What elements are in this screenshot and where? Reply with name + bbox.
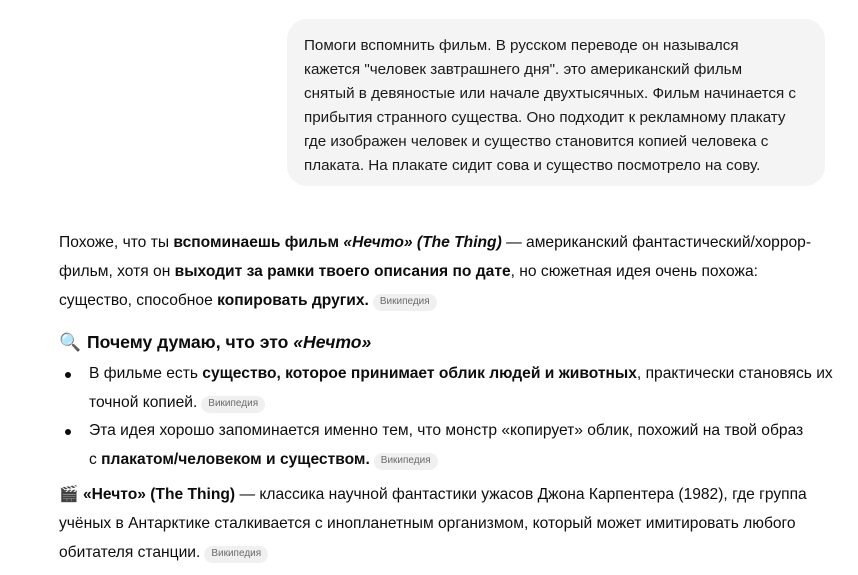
intro-paragraph [59,229,849,315]
heading-text: Почему думаю, что это [87,332,294,352]
film-line-2: учёных в Антарктике сталкивается с инопланетным организмом, который может имитировать любого [59,514,796,532]
source-chip-wikipedia[interactable]: Википедия [201,396,265,413]
user-message-line: снятый в девяностые или начале двухтысячных. Фильм начинается с [304,85,797,102]
source-chip-wikipedia[interactable]: Википедия [204,546,268,563]
film-paragraph [59,481,849,567]
film-title-italic: «Нечто» (The Thing) [343,234,502,251]
clapperboard-icon: 🎬 [59,486,79,503]
text: существо, способное [59,291,218,309]
bullet-dot [65,372,71,378]
heading-film-title: «Нечто» [293,332,372,352]
text: обитателя станции. [59,543,201,561]
bold-text: плакатом/человеком и существом. [101,450,370,468]
intro-line-1 [59,229,849,258]
bold-text: «Нечто» [83,486,146,503]
text: с [89,450,102,468]
magnifier-icon: 🔍 [59,332,81,352]
film-line-1 [59,481,849,510]
section-heading [59,328,371,356]
bullet-line [89,446,803,475]
text: , практически становясь их [636,365,833,382]
bold-text: существо, которое принимает облик людей и животных [202,365,637,382]
bullet-dot [65,429,71,435]
bullet-line [89,360,833,389]
source-chip-wikipedia[interactable]: Википедия [374,453,438,470]
user-message-line: Помоги вспомнить фильм. В русском переводе он назывался [304,37,739,54]
text: точной копией. [89,393,198,411]
source-chip-wikipedia[interactable]: Википедия [373,294,437,311]
text: — американский фантастический/хоррор- [501,234,812,251]
bullet-line [89,417,803,446]
intro-line-2 [59,258,849,287]
text: В фильме есть [89,365,203,382]
film-line-3 [59,539,849,568]
bold-text: (The Thing) [145,486,236,503]
text: — классика научной фантастики ужасов Джона Карпентера (1982), где группа [235,486,807,503]
bold-text: копировать других. [217,291,369,309]
bullet-line [89,389,833,418]
text: фильм, хотя он [59,262,175,280]
intro-line-3 [59,287,849,316]
user-message-bubble [287,19,825,186]
user-message-line: кажется "человек завтрашнего дня". это американский фильм [304,61,743,78]
text: , но сюжетная идея очень похожа: [510,262,758,280]
user-message-line: где изображен человек и существо становится копией человека с [304,133,769,150]
bold-text: выходит за рамки твоего описания по дате [174,262,511,280]
bold-text: вспоминаешь фильм [173,234,344,251]
text: Похоже, что ты [59,234,174,251]
text: Эта идея хорошо запоминается именно тем, что монстр «копирует» облик, похожий на твой образ [89,422,804,439]
user-message-line: прибытия странного существа. Оно подходит к рекламному плакату [304,109,786,126]
user-message-line: плаката. На плакате сидит сова и существо посмотрело на сову. [304,157,761,174]
